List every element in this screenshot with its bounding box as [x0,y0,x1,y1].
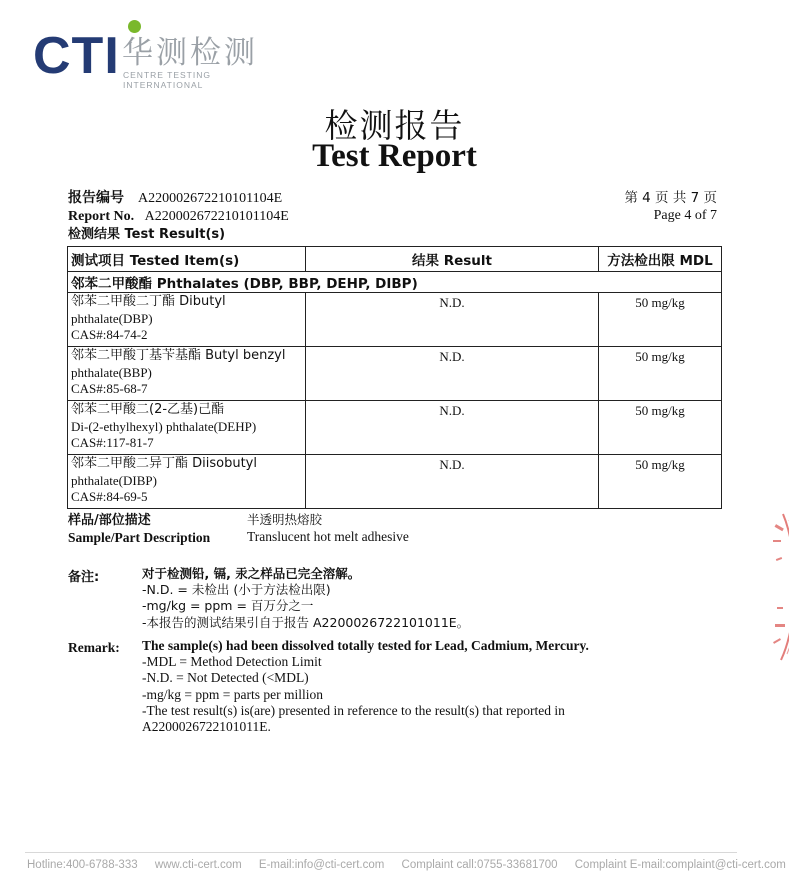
footer-hotline: Hotline:400-6788-333 [27,859,138,871]
report-no-label-cn: 报告编号 [68,190,124,206]
table-row [68,293,722,347]
title-en: Test Report [312,138,477,174]
mdl-cell: 50 mg/kg [599,293,722,347]
sample-values [247,511,409,545]
title-cn: 检测报告 [324,106,465,145]
seal-stamp-icon [769,512,789,662]
sample-value-en: Translucent hot melt adhesive [247,529,409,544]
item-line: 邻苯二甲酸二(2-乙基)己酯 [71,402,225,417]
note-line: -mg/kg = ppm = 百万分之一 [142,598,314,614]
sample-label-cn: 样品/部位描述 [68,513,151,528]
sample-labels [68,512,210,546]
logo-dot-icon [128,20,141,33]
footer-email-link[interactable]: E-mail:info@cti-cert.com [258,859,385,871]
logo-cn-name: 华测检测 [122,35,258,71]
table-row [68,401,722,455]
mdl-cell: 50 mg/kg [599,347,722,401]
table-row [68,455,722,509]
note-line: 对于检测铅, 镉, 汞之样品已完全溶解。 [142,566,361,581]
remark-line: The sample(s) had been dissolved totally tested for Lead, Cadmium, Mercury. [142,638,589,653]
mdl-cell: 50 mg/kg [599,455,722,509]
page-cn: 第 4 页 共 7 页 [624,190,717,206]
group-label: 邻苯二甲酸酯 Phthalates (DBP, BBP, DEHP, DIBP) [68,272,722,293]
result-cell: N.D. [306,455,599,509]
footer-complaint-email-link[interactable]: Complaint E-mail:complaint@cti-cert.com [574,859,786,871]
footer [27,859,789,871]
footer-divider [25,852,737,853]
logo-brand-text: CTI [33,27,120,85]
item-line: phthalate(DBP) [71,310,153,326]
report-no-block [68,189,289,226]
mdl-cell: 50 mg/kg [599,401,722,455]
remark-line: -N.D. = Not Detected (<MDL) [142,670,309,686]
notes-cn-block [142,566,469,631]
group-row [68,272,722,293]
item-line: phthalate(DIBP) [71,472,157,488]
report-no-value-en: A220002672210101104E [144,209,289,224]
header-tested-item: 测试项目 Tested Item(s) [68,247,306,272]
header-mdl: 方法检出限 MDL [599,247,722,272]
page-indicator [624,189,717,225]
result-cell: N.D. [306,293,599,347]
remark-label: Remark: [68,640,120,655]
note-line: -N.D. = 未检出 (小于方法检出限) [142,582,331,598]
result-heading: 检测结果 Test Result(s) [68,227,226,242]
table-header-row [68,247,722,272]
results-table [67,246,722,509]
footer-website-link[interactable]: www.cti-cert.com [154,859,242,871]
note-line: -本报告的测试结果引自于报告 A2200026722101011E。 [142,614,470,630]
sample-value-cn: 半透明热熔胶 [247,512,323,527]
notes-label-cn: 备注: [68,570,100,585]
item-cas: CAS#:84-74-2 [71,327,148,342]
report-no-label-en: Report No. [68,209,135,224]
tested-item-cell [68,347,306,401]
tested-item-cell [68,401,306,455]
item-cas: CAS#:117-81-7 [71,435,154,450]
item-cas: CAS#:84-69-5 [71,489,148,504]
item-cas: CAS#:85-68-7 [71,381,148,396]
item-line: 邻苯二甲酸二丁酯 Dibutyl [71,294,226,309]
tested-item-cell [68,455,306,509]
item-line: phthalate(BBP) [71,364,152,380]
remark-line: -The test result(s) is(are) presented in reference to the result(s) that reported in [142,702,565,718]
item-line: 邻苯二甲酸丁基苄基酯 Butyl benzyl [71,348,286,363]
logo-en-name: CENTRE TESTING INTERNATIONAL [123,70,211,90]
remark-line: A2200026722101011E. [142,719,271,735]
remark-line: -mg/kg = ppm = parts per million [142,686,323,702]
tested-item-cell [68,293,306,347]
remark-line: -MDL = Method Detection Limit [142,654,322,670]
header-result: 结果 Result [306,247,599,272]
table-row [68,347,722,401]
page-en: Page 4 of 7 [653,208,717,223]
sample-label-en: Sample/Part Description [68,530,211,545]
item-line: 邻苯二甲酸二异丁酯 Diisobutyl [71,456,257,471]
cti-logo [33,18,293,90]
item-line: Di-(2-ethylhexyl) phthalate(DEHP) [71,418,257,434]
footer-complaint-call: Complaint call:0755-33681700 [401,859,558,871]
report-no-value: A220002672210101104E [138,191,283,206]
result-cell: N.D. [306,401,599,455]
remark-block [142,638,589,735]
result-cell: N.D. [306,347,599,401]
